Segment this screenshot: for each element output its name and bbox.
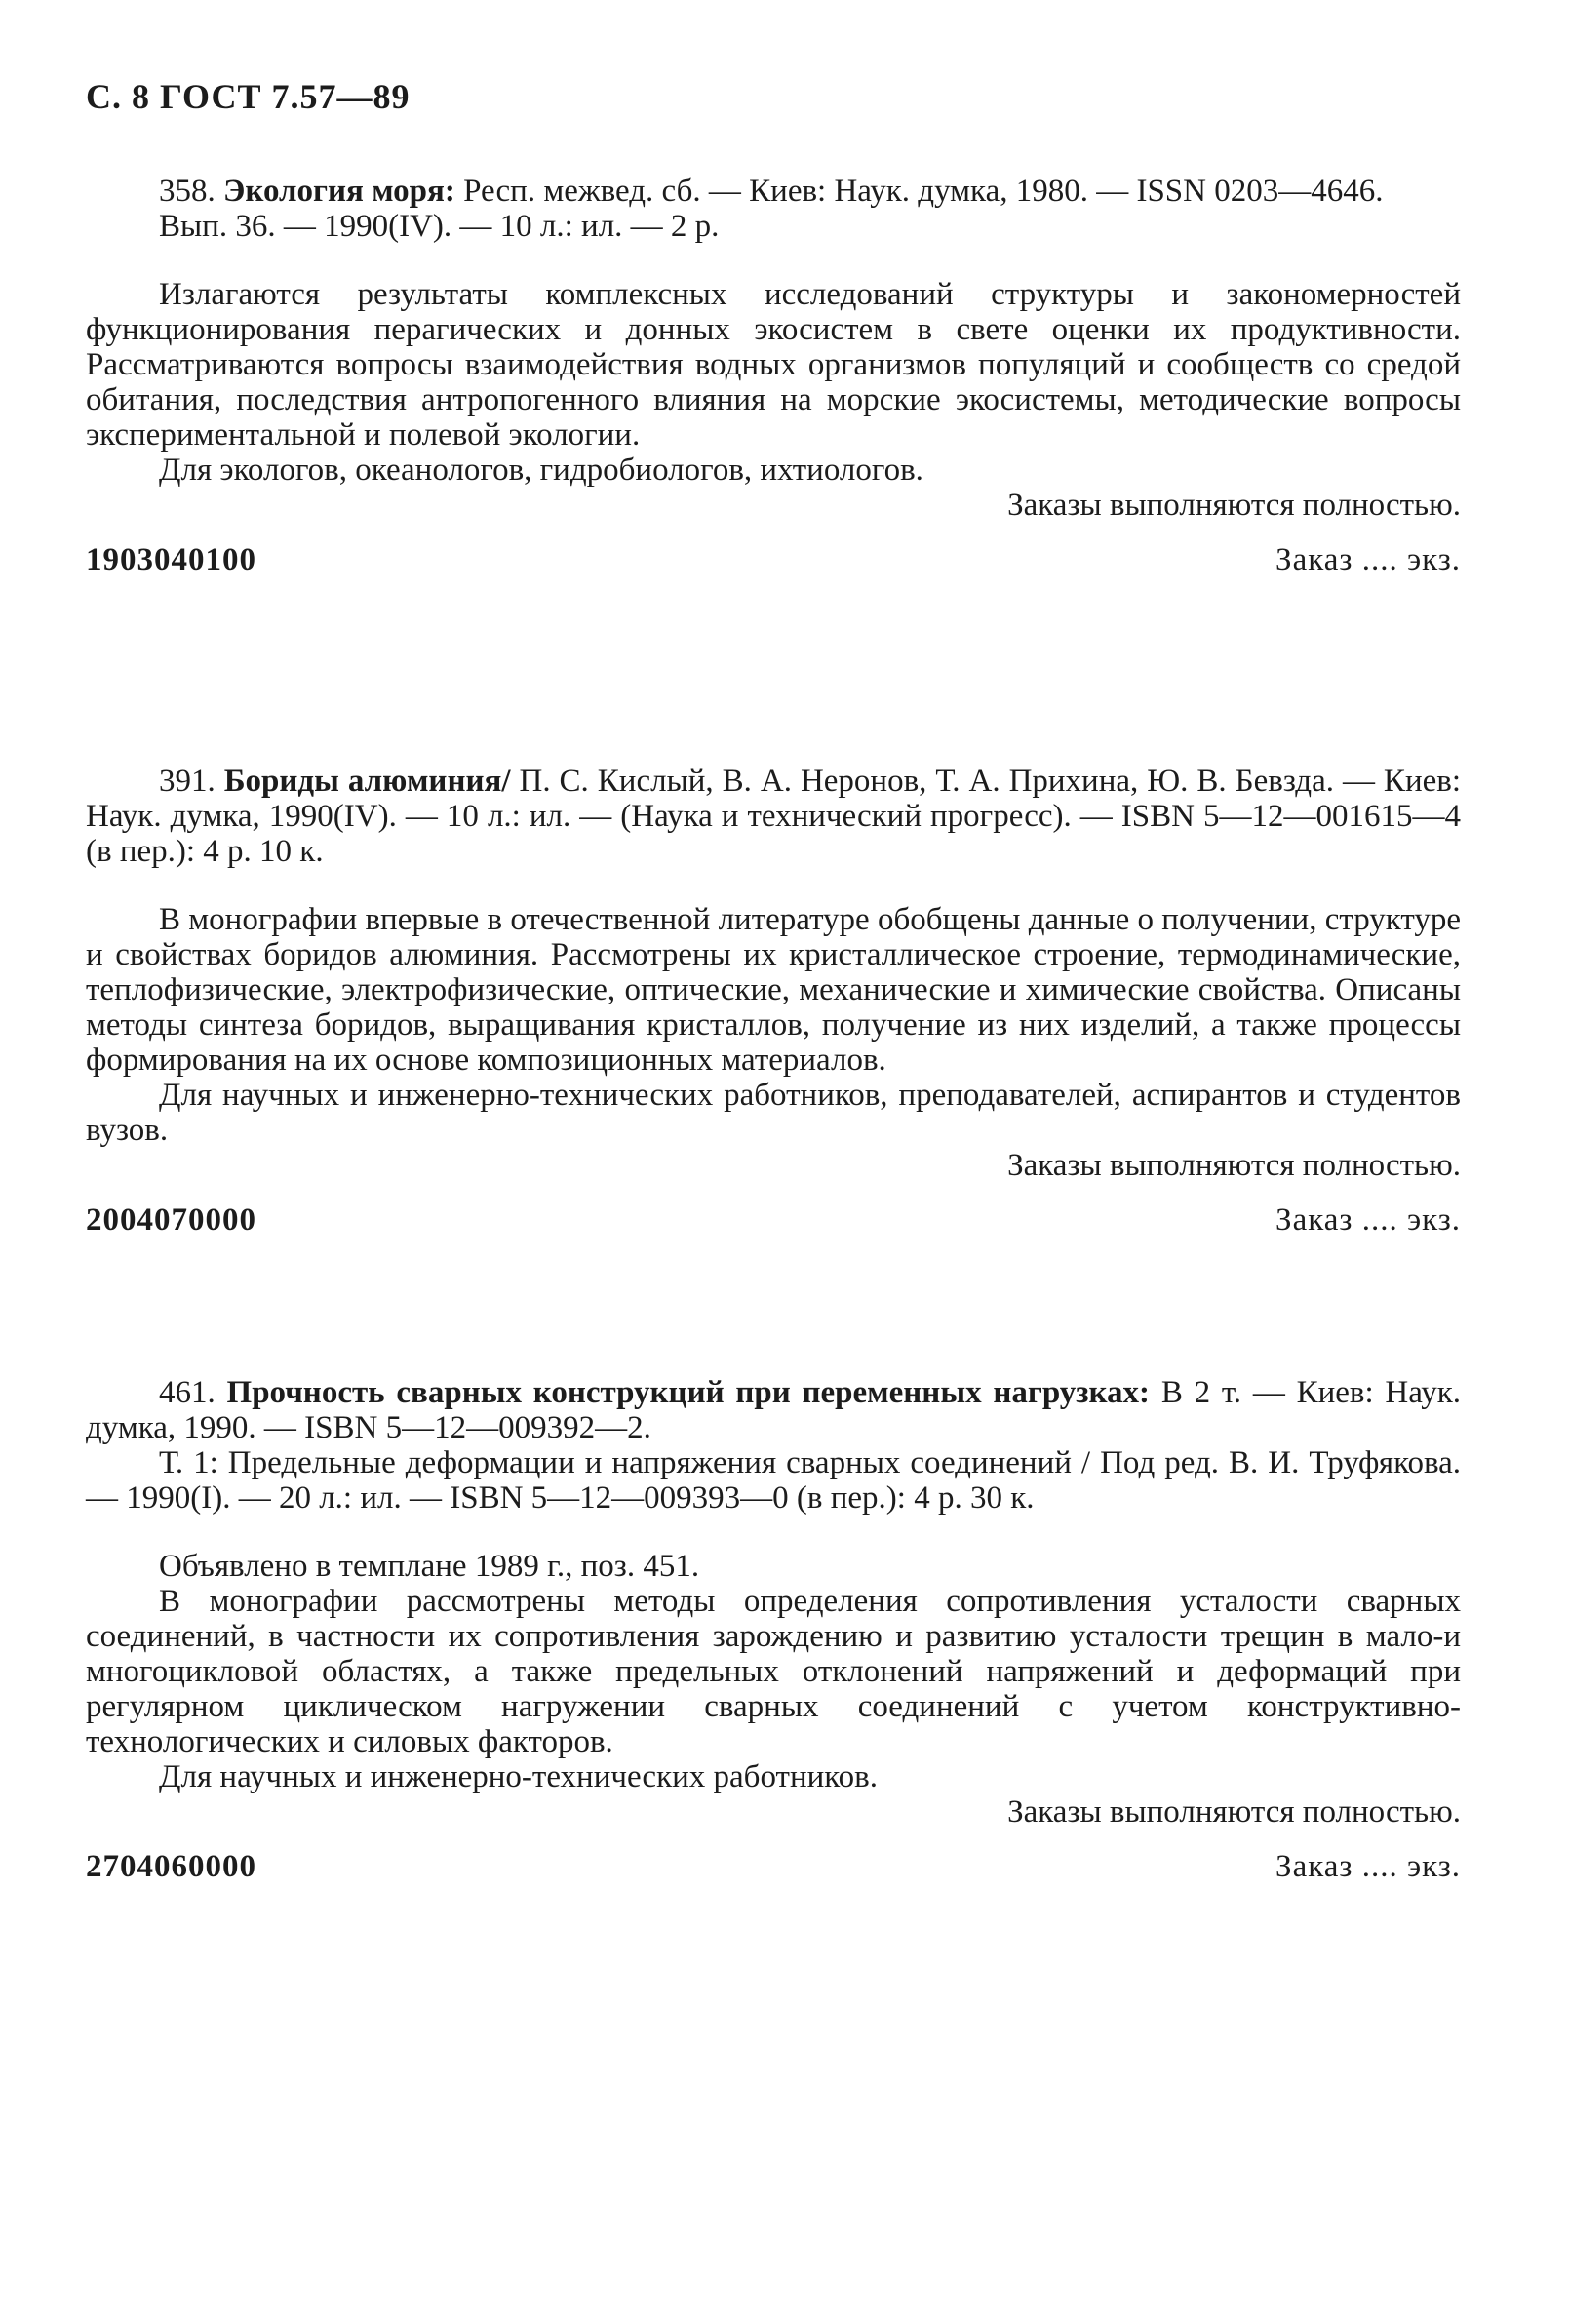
entry-number: 391. — [159, 764, 216, 799]
entry-audience: Для научных и инженерно-технических работников. — [159, 1759, 878, 1794]
entry-audience: Для научных и инженерно-технических работников, преподавателей, аспирантов и студентов вузов. — [86, 1078, 1461, 1148]
entry-code: 2704060000 — [86, 1849, 256, 1884]
entry-bibliography: П. С. Кислый, В. А. Неронов, Т. А. Прихина, Ю. В. Бевзда. — Киев: Наук. думка, 1990(IV). — 10 л.: ил. — (Наука и технический прогресс). — ISBN 5—12—001615—4 (в пер.): 4 р. 10 к. — [86, 764, 1461, 869]
catalog-entry-391 — [86, 764, 1461, 1238]
entry-citation — [86, 174, 1461, 209]
entry-title: Прочность сварных конструкций при переменных нагрузках: — [226, 1375, 1151, 1410]
entry-number: 461. — [159, 1375, 216, 1410]
entry-citation — [86, 764, 1461, 869]
page-header: С. 8 ГОСТ 7.57—89 — [86, 77, 411, 116]
entry-footer — [86, 542, 1461, 577]
entry-order-field: Заказ .... экз. — [1275, 1202, 1461, 1238]
entry-volume: Вып. 36. — 1990(IV). — 10 л.: ил. — 2 р. — [159, 209, 720, 244]
entry-footer — [86, 1849, 1461, 1884]
entry-title: Бориды алюминия/ — [223, 764, 511, 799]
entry-footer — [86, 1202, 1461, 1238]
entry-volume: Т. 1: Предельные деформации и напряжения сварных соединений / Под ред. В. И. Труфякова. — 1990(I). — 20 л.: ил. — ISBN 5—12—009393—0 (в пер.): 4 р. 30 к. — [86, 1445, 1461, 1516]
entry-audience: Для экологов, океанологов, гидробиологов, ихтиологов. — [159, 453, 923, 488]
entry-orders-note: Заказы выполняются полностью. — [1007, 1794, 1461, 1830]
entry-abstract: В монографии рассмотрены методы определения сопротивления усталости сварных соединений, в частности их сопротивления зарождению и развитию усталости трещин в мало-и многоцикловой областях, а также предельных отклонений напряжений и деформаций при регулярном циклическом нагружении сварных соединений с учетом конструктивно-технологических и силовых факторов. — [86, 1584, 1461, 1759]
entry-order-field: Заказ .... экз. — [1275, 1849, 1461, 1884]
entry-bibliography: В 2 т. — Киев: Наук. думка, 1990. — ISBN 5—12—009392—2. — [86, 1375, 1462, 1445]
entry-abstract: В монографии впервые в отечественной литературе обобщены данные о получении, структуре и свойствах боридов алюминия. Рассмотрены их кристаллическое строение, термодинамические, теплофизические, электрофизические, оптические, механические и химические свойства. Описаны методы синтеза боридов, выращивания кристаллов, получение из них изделий, а также процессы формирования на их основе композиционных материалов. — [86, 902, 1461, 1078]
entry-orders-note: Заказы выполняются полностью. — [1007, 488, 1461, 523]
entry-bibliography: Респ. межвед. сб. — Киев: Наук. думка, 1980. — ISSN 0203—4646. — [454, 174, 1384, 209]
entry-citation — [86, 1375, 1461, 1445]
entry-number: 358. — [159, 174, 216, 209]
catalog-entry-358 — [86, 174, 1461, 577]
entry-title: Экология моря: — [223, 174, 455, 209]
entry-announcement-note: Объявлено в темплане 1989 г., поз. 451. — [159, 1549, 700, 1584]
entry-orders-note: Заказы выполняются полностью. — [1007, 1148, 1461, 1183]
catalog-entry-461 — [86, 1375, 1461, 1884]
entry-code: 2004070000 — [86, 1202, 256, 1238]
entry-order-field: Заказ .... экз. — [1275, 542, 1461, 577]
entry-code: 1903040100 — [86, 542, 256, 577]
entry-abstract: Излагаются результаты комплексных исследований структуры и закономерностей функционирования перагических и донных экосистем в свете оценки их продуктивности. Рассматриваются вопросы взаимодействия водных организмов популяций и сообществ со средой обитания, последствия антропогенного влияния на морские экосистемы, методические вопросы экспериментальной и полевой экологии. — [86, 277, 1461, 453]
